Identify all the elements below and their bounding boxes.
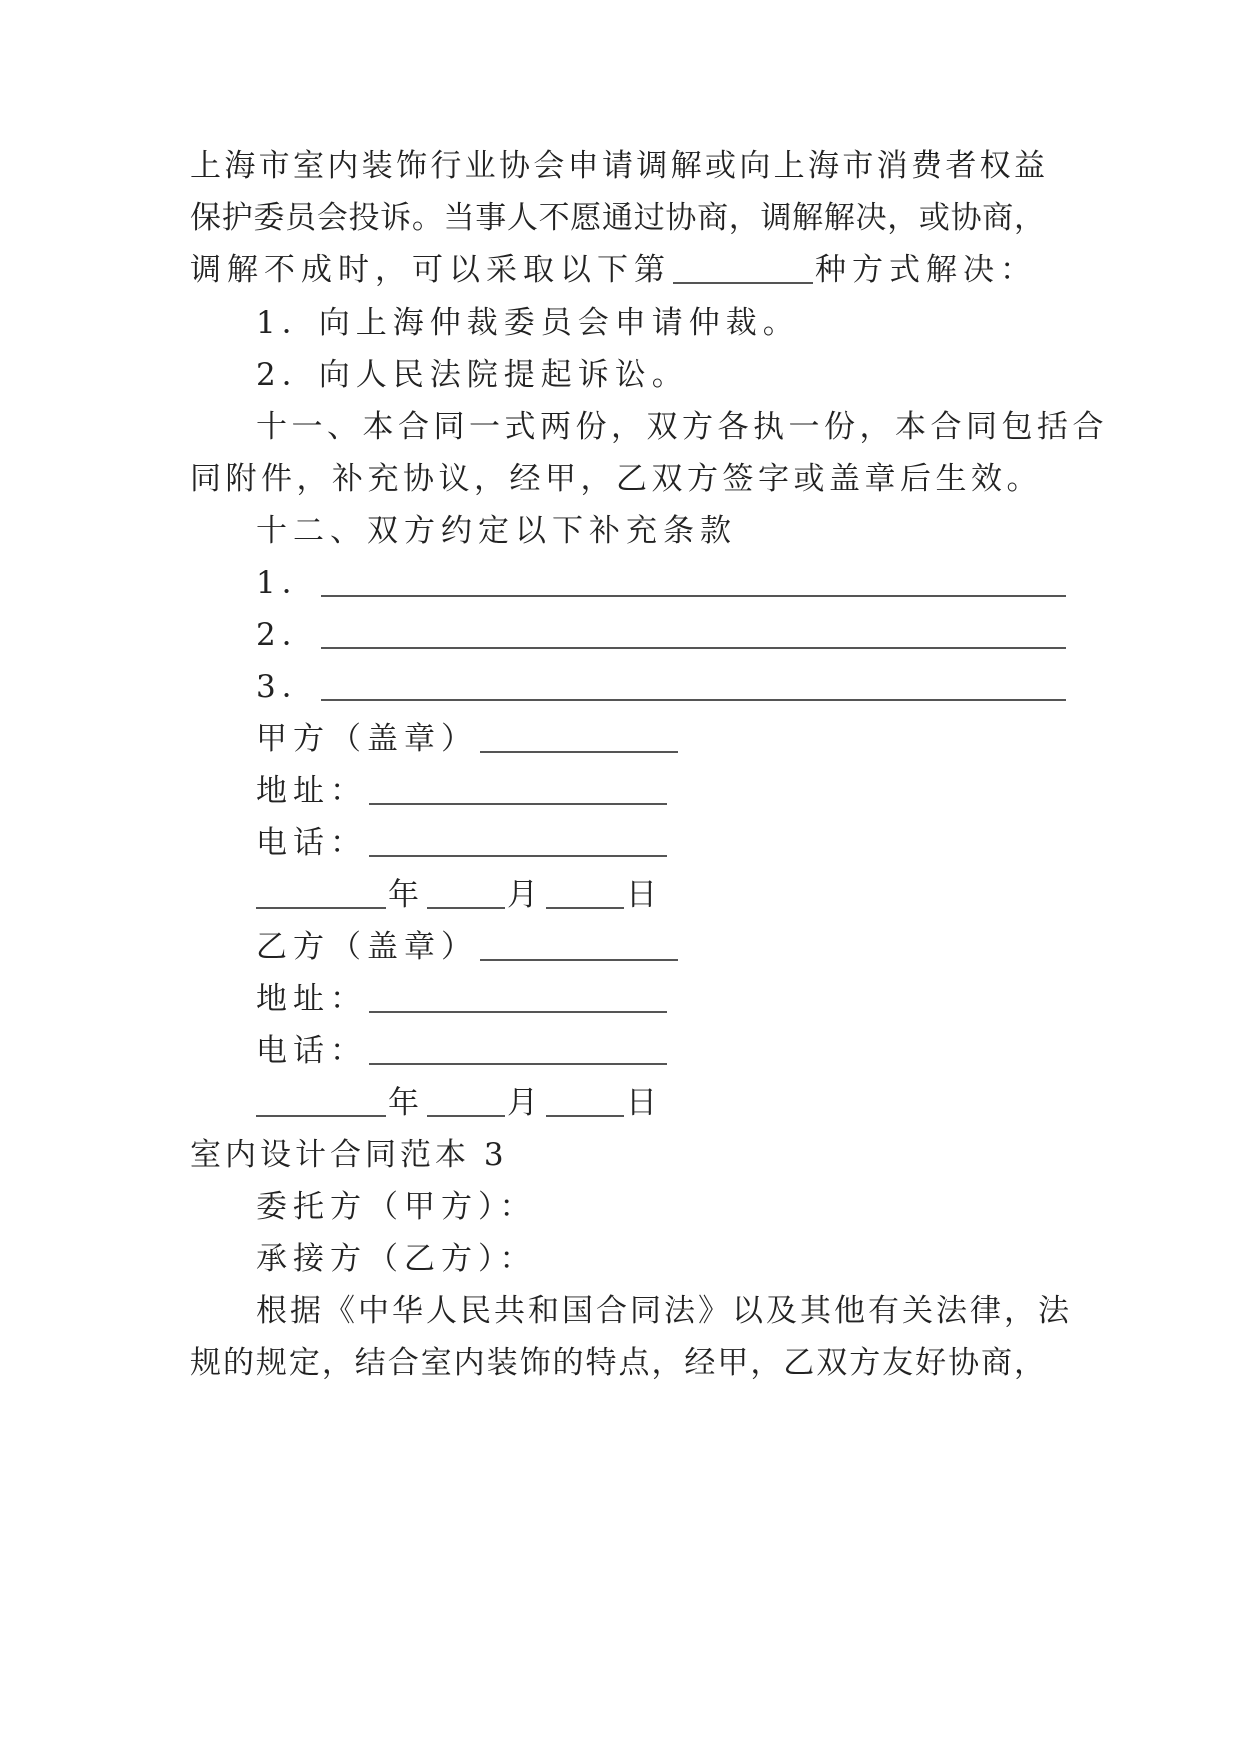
- paragraph-text: 种方式解决：: [815, 252, 1037, 288]
- clause-number: 3．: [256, 669, 319, 705]
- party-b-address: [256, 979, 1136, 1019]
- party-b-seal-blank[interactable]: [480, 929, 678, 961]
- intro-line: 规的规定，结合室内装饰的特点，经甲，乙双方友好协商，: [190, 1345, 1045, 1381]
- year-blank[interactable]: [256, 877, 386, 909]
- address-label: 地址：: [256, 773, 367, 809]
- clause-1-blank[interactable]: [321, 565, 1066, 597]
- party-a-phone: [256, 823, 1136, 863]
- party-a-address: [256, 771, 1136, 811]
- party-a-seal-blank[interactable]: [480, 721, 678, 753]
- party-b-seal: [256, 927, 1136, 967]
- supplementary-clause-2: [256, 615, 1136, 655]
- paragraph-line: [190, 250, 1070, 290]
- year-label: 年: [388, 1085, 425, 1121]
- supplementary-clause-1: [256, 563, 1136, 603]
- year-blank[interactable]: [256, 1085, 386, 1117]
- clause-11-line: 十一、本合同一式两份，双方各执一份，本合同包括合: [256, 409, 1108, 445]
- paragraph-line: 上海市室内装饰行业协会申请调解或向上海市消费者权益: [190, 148, 1045, 184]
- section-title: 室内设计合同范本 3: [190, 1137, 508, 1173]
- paragraph-line: 保护委员会投诉。当事人不愿通过协商，调解解决，或协商，: [190, 200, 1045, 236]
- clause-3-blank[interactable]: [321, 669, 1066, 701]
- day-label: 日: [626, 877, 663, 913]
- clause-11-line: 同附件，补充协议，经甲，乙双方签字或盖章后生效。: [190, 461, 1042, 497]
- party-a-seal: [256, 719, 1136, 759]
- phone-label: 电话：: [256, 825, 367, 861]
- paragraph-text: 调解不成时，可以采取以下第: [190, 252, 671, 288]
- method-number-blank[interactable]: [673, 252, 813, 284]
- year-label: 年: [388, 877, 425, 913]
- party-b-phone: [256, 1031, 1136, 1071]
- party-b-date: [256, 1083, 1136, 1123]
- day-blank[interactable]: [546, 877, 624, 909]
- party-b-address-blank[interactable]: [369, 981, 667, 1013]
- supplementary-clause-3: [256, 667, 1136, 707]
- seal-label: 乙方（盖章）: [256, 929, 478, 965]
- clause-number: 2．: [256, 617, 319, 653]
- party-b-phone-blank[interactable]: [369, 1033, 667, 1065]
- address-label: 地址：: [256, 981, 367, 1017]
- day-blank[interactable]: [546, 1085, 624, 1117]
- clause-number: 1．: [256, 565, 319, 601]
- party-a-date: [256, 875, 1136, 915]
- option-item: 1．向上海仲裁委员会申请仲裁。: [256, 305, 800, 341]
- seal-label: 甲方（盖章）: [256, 721, 478, 757]
- client-label: 委托方（甲方）：: [256, 1189, 537, 1225]
- month-blank[interactable]: [427, 1085, 505, 1117]
- month-label: 月: [507, 1085, 544, 1121]
- clause-12-title: 十二、双方约定以下补充条款: [256, 513, 737, 549]
- intro-line: 根据《中华人民共和国合同法》以及其他有关法律，法: [256, 1293, 1072, 1329]
- phone-label: 电话：: [256, 1033, 367, 1069]
- party-a-address-blank[interactable]: [369, 773, 667, 805]
- contractor-label: 承接方（乙方）：: [256, 1241, 537, 1277]
- day-label: 日: [626, 1085, 663, 1121]
- clause-2-blank[interactable]: [321, 617, 1066, 649]
- party-a-phone-blank[interactable]: [369, 825, 667, 857]
- month-blank[interactable]: [427, 877, 505, 909]
- option-item: 2．向人民法院提起诉讼。: [256, 357, 689, 393]
- month-label: 月: [507, 877, 544, 913]
